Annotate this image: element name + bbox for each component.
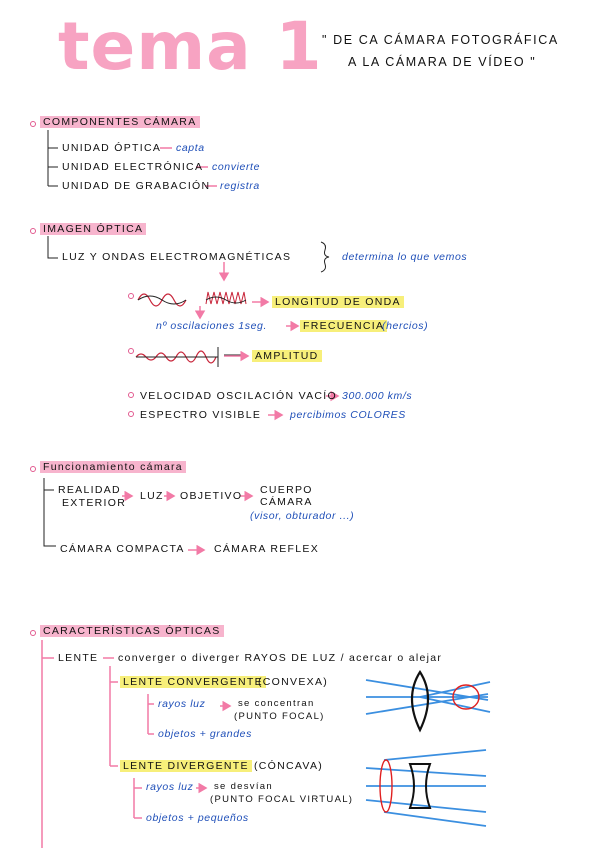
realidad-line-1: REALIDAD [58,484,121,496]
subtitle-line-2: A LA CÁMARA DE VÍDEO " [348,55,537,69]
bullet-icon [128,411,134,417]
concava-label: (CÓNCAVA) [254,760,324,772]
div-objetos: objetos + pequeños [146,812,249,824]
cuerpo-note: (visor, obturador ...) [250,510,355,522]
bullet-icon [30,121,36,127]
tree-lines-imagen [48,236,58,258]
page-title: tema 1 [58,8,323,85]
subtitle-line-1: " DE CA CÁMARA FOTOGRÁFICA [322,33,559,47]
bullet-icon [30,630,36,636]
conv-objetos: objetos + grandes [158,728,252,740]
convergente-label: LENTE CONVERGENTE [120,676,266,688]
div-rayos-line-1: se desvían [214,781,273,792]
camara-compacta: CÁMARA COMPACTA [60,543,185,555]
concave-lens-diagram [366,750,486,826]
luz-note: determina lo que vemos [342,251,468,263]
cuerpo-line-2: CÁMARA [260,496,313,508]
section-heading-imagen: IMAGEN ÓPTICA [40,223,146,235]
bullet-icon [128,392,134,398]
luz-ondas-text: LUZ Y ONDAS ELECTROMAGNÉTICAS [62,251,292,263]
section-heading-caracteristicas: CARACTERÍSTICAS ÓPTICAS [40,625,224,637]
realidad-line-2: EXTERIOR [62,497,127,509]
componentes-note-3: registra [220,180,260,192]
convex-lens-diagram [366,672,490,730]
conv-rayos: rayos luz [158,698,206,710]
conv-rayos-line-1: se concentran [238,698,315,709]
lente-definition: converger o diverger RAYOS DE LUZ / acercar o alejar [118,652,443,664]
espectro-text: ESPECTRO VISIBLE [140,409,262,421]
conv-rayos-line-2: (PUNTO FOCAL) [234,711,325,722]
div-rayos-line-2: (PUNTO FOCAL VIRTUAL) [210,794,354,805]
lente-label: LENTE [58,652,99,664]
velocidad-text: VELOCIDAD OSCILACIÓN VACÍO [140,390,337,402]
componentes-item-1: UNIDAD ÓPTICA [62,142,162,154]
bullet-icon [128,348,134,354]
amplitud-label: AMPLITUD [252,350,322,362]
componentes-item-2: UNIDAD ELECTRÓNICA [62,161,204,173]
oscilaciones-text: nº oscilaciones 1seg. [156,320,267,332]
componentes-note-2: convierte [212,161,261,173]
convexa-label: (CONVEXA) [258,676,329,688]
espectro-note: percibimos COLORES [290,409,406,421]
wave-long-icon [138,296,186,304]
section-heading-componentes: COMPONENTES CÁMARA [40,116,200,128]
bullet-icon [128,293,134,299]
brace-icon [321,242,329,272]
objetivo-label: OBJETIVO [180,490,243,502]
componentes-note-1: capta [176,142,205,154]
div-rayos: rayos luz [146,781,194,793]
camara-reflex: CÁMARA REFLEX [214,543,320,555]
frecuencia-label: FRECUENCIA [300,320,387,332]
hercios-text: (hercios) [382,320,429,332]
longitud-label: LONGITUD DE ONDA [272,296,404,308]
tree-lines-caracteristicas [42,640,54,848]
bullet-icon [30,466,36,472]
bullet-icon [30,228,36,234]
cuerpo-line-1: CUERPO [260,484,313,496]
luz-label: LUZ [140,490,164,502]
componentes-item-3: UNIDAD DE GRABACIÓN [62,180,211,192]
section-heading-funcionamiento: Funcionamiento cámara [40,461,186,473]
tree-lines-funcionamiento [44,478,56,546]
velocidad-value: 300.000 km/s [342,390,413,402]
tree-lines-componentes [48,130,58,186]
divergente-label: LENTE DIVERGENTE [120,760,252,772]
